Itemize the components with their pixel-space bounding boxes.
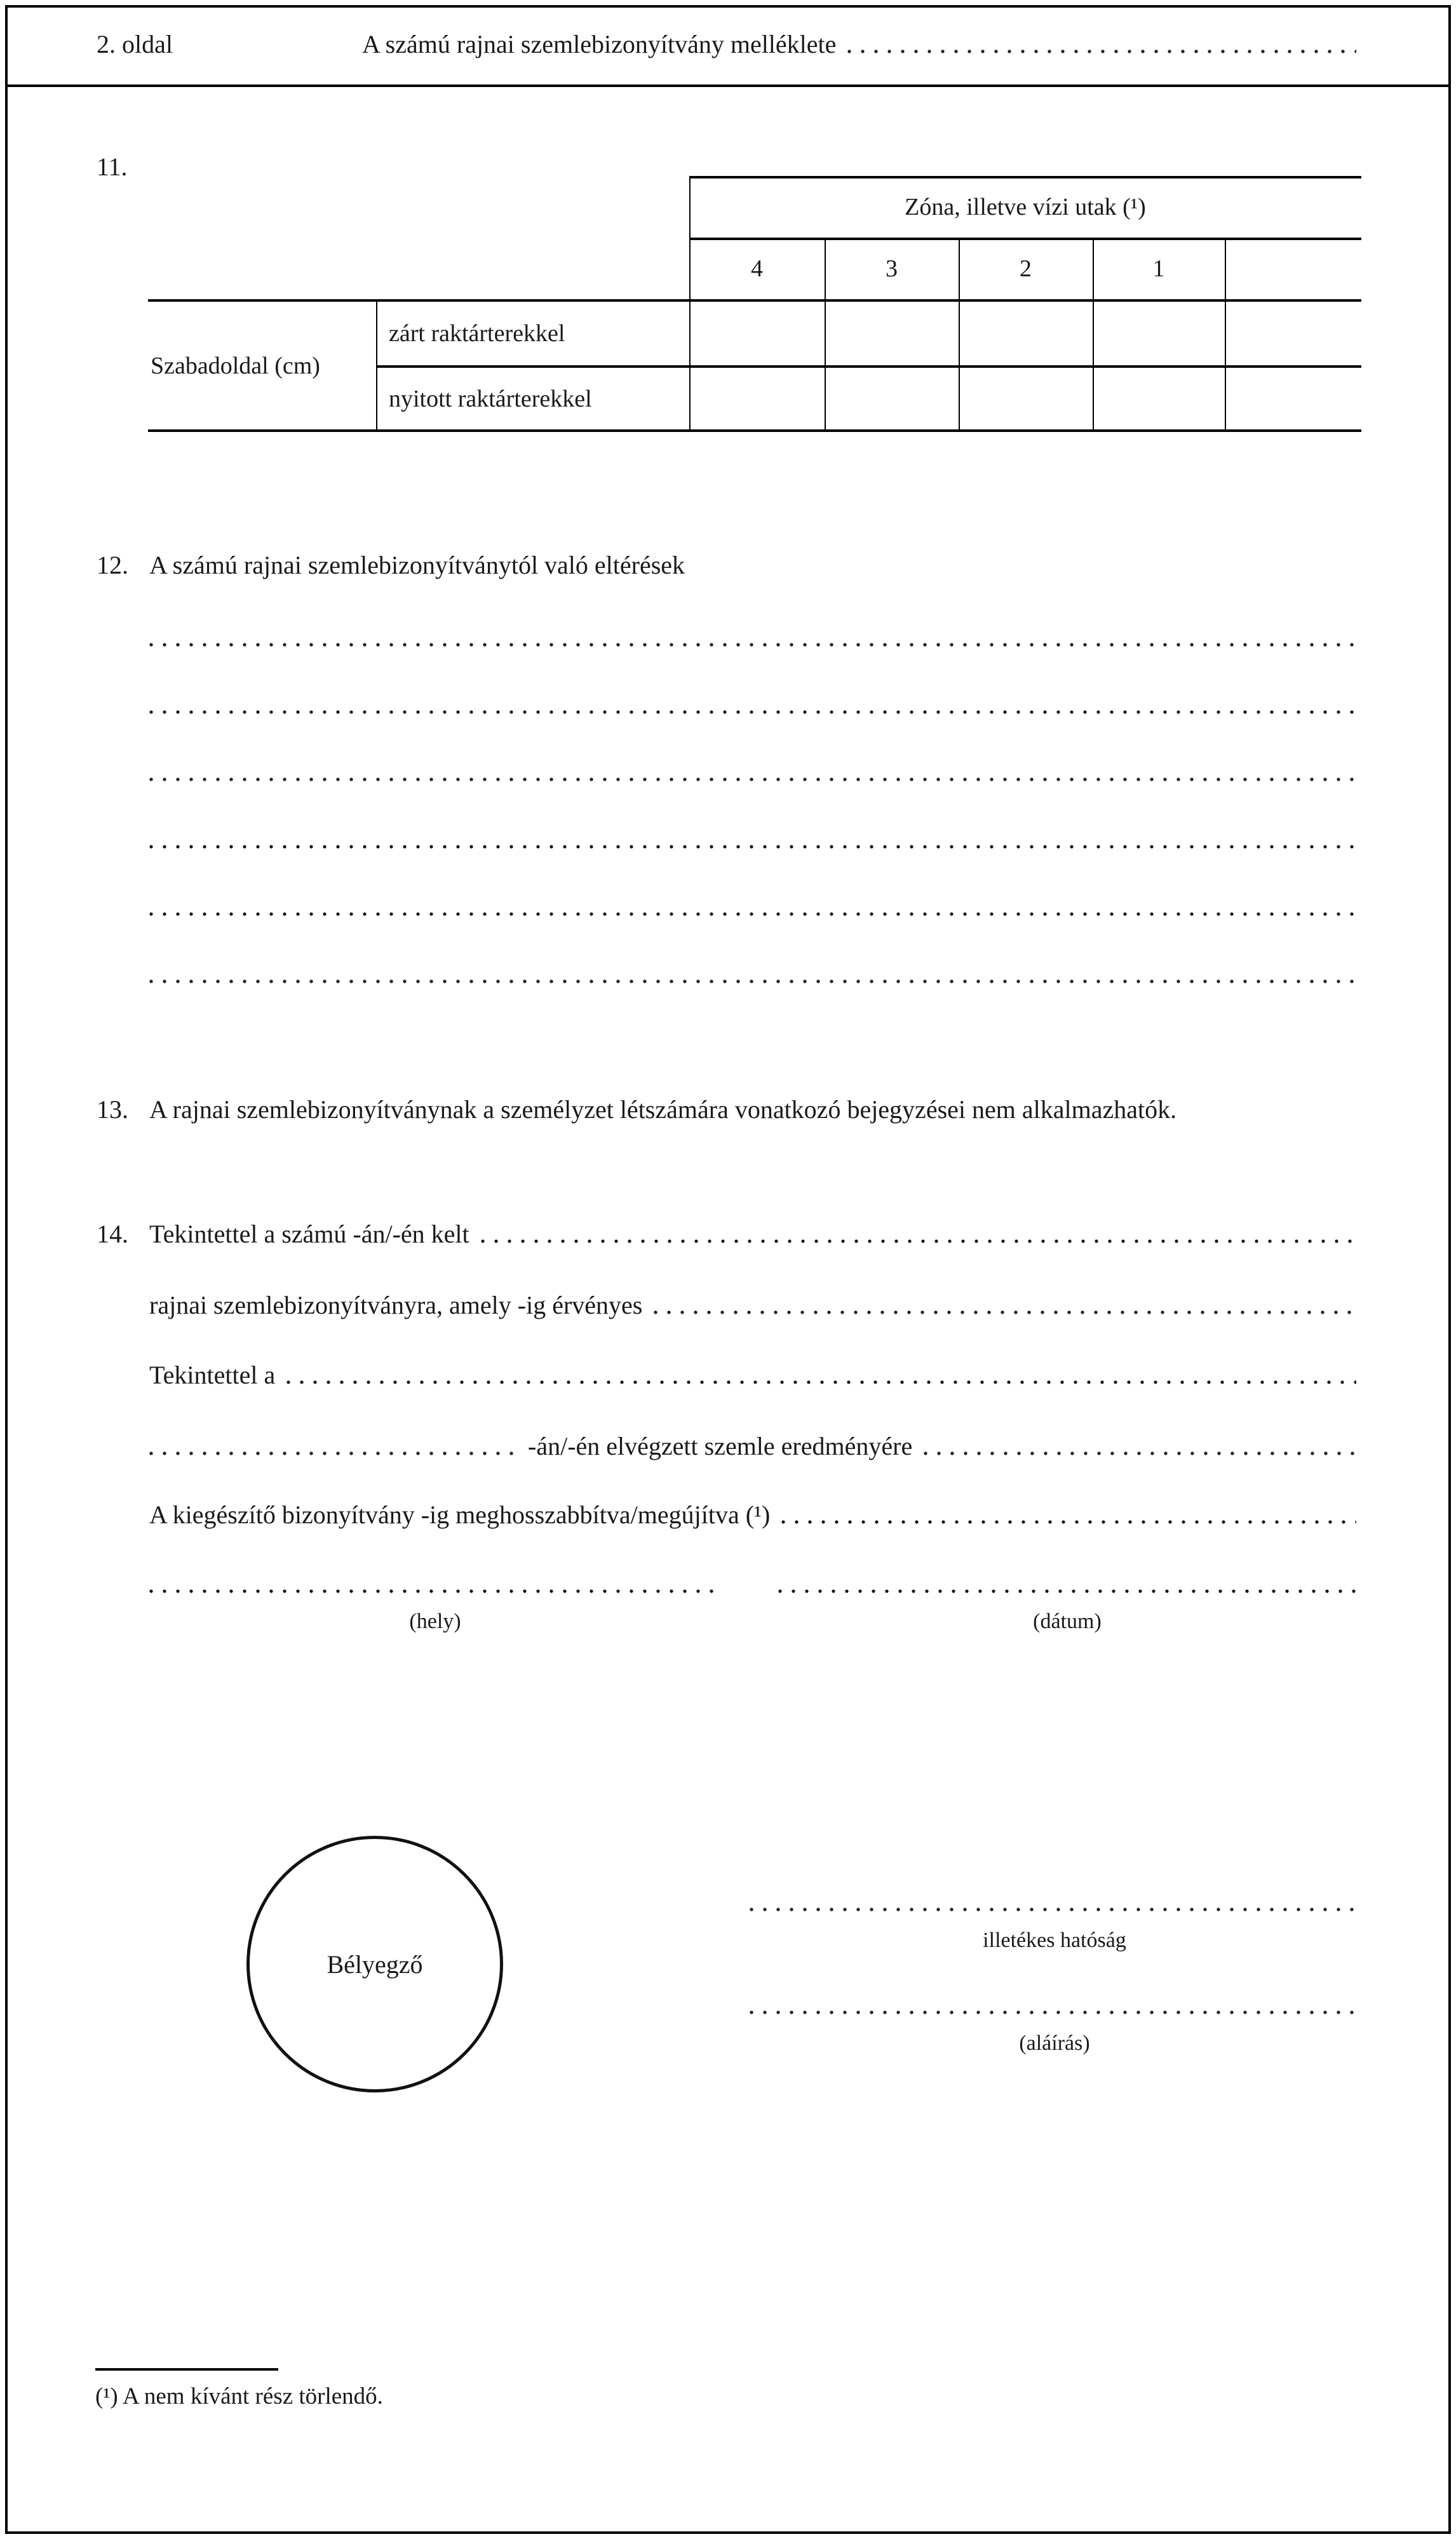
section14-line4-dots: [924, 1450, 1356, 1458]
blank-fill-line-5: [149, 910, 1356, 919]
header-title: A számú rajnai szemlebizonyítvány melléklete: [362, 30, 837, 58]
section14-line2: [149, 1290, 1356, 1321]
zone-col-3: 3: [886, 255, 898, 282]
page-number-label: 2. oldal: [97, 30, 173, 58]
zone-col-empty: [1225, 239, 1361, 298]
authority-fill-line: [750, 1906, 1359, 1914]
section11-number: 11.: [97, 152, 128, 181]
stamp-circle: [246, 1836, 503, 2092]
row-closed-holds: zárt raktárterekkel: [389, 320, 565, 347]
section14-line4: [149, 1431, 1356, 1462]
section14-line3-text: Tekintettel a: [149, 1361, 276, 1389]
zone-col-1: 1: [1152, 255, 1165, 282]
place-label: (hely): [409, 1610, 461, 1633]
date-label: (dátum): [1033, 1610, 1102, 1633]
zone-col-2: 2: [1020, 255, 1032, 282]
section14-line1-dots: [481, 1237, 1356, 1246]
section14-line1-text: Tekintettel a számú -án/-én kelt: [149, 1220, 469, 1248]
section14-line4-lead-dots: [149, 1450, 516, 1458]
header-fill-dots: [847, 48, 1356, 56]
freeboard-row-group-label: Szabadoldal (cm): [151, 352, 320, 379]
section14-line2-dots: [654, 1309, 1356, 1317]
section14-line2-text: rajnai szemlebizonyítványra, amely -ig érvényes: [149, 1291, 643, 1319]
row-open-holds: nyitott raktárterekkel: [389, 385, 592, 412]
section13-text: A rajnai szemlebizonyítványnak a személyzet létszámára vonatkozó bejegyzései nem alkalmazhatók.: [149, 1095, 1177, 1124]
table-rule-rowlabel-divider: [376, 299, 377, 432]
blank-fill-line-6: [149, 978, 1356, 986]
section14-line3: [149, 1359, 1356, 1391]
freeboard-zone-table: [148, 176, 1361, 433]
footnote-rule: [95, 2368, 278, 2371]
authority-label: illetékes hatóság: [983, 1929, 1126, 1952]
section14-line5-text: A kiegészítő bizonyítvány -ig meghosszabbítva/megújítva (¹): [149, 1500, 771, 1529]
stamp-label: Bélyegző: [327, 1950, 423, 1979]
zone-header-cell: Zóna, illetve vízi utak (¹): [905, 194, 1146, 220]
place-fill-line: [149, 1587, 721, 1596]
header-title-line: [362, 29, 1356, 60]
blank-fill-line-1: [149, 641, 1356, 649]
section12-title: A számú rajnai szemlebizonyítványtól való eltérések: [149, 551, 685, 579]
signature-fill-line: [750, 2009, 1359, 2017]
table-rule-bottom: [148, 429, 1361, 432]
date-fill-line: [778, 1587, 1356, 1596]
blank-fill-line-4: [149, 843, 1356, 851]
section14-line1: [149, 1218, 1356, 1250]
section13-number: 13.: [97, 1095, 128, 1124]
section14-number: 14.: [97, 1220, 128, 1248]
blank-fill-line-2: [149, 708, 1356, 717]
header-separator-line: [8, 84, 1448, 87]
blank-fill-line-3: [149, 776, 1356, 784]
section14-line4-text: -án/-én elvégzett szemle eredményére: [528, 1432, 913, 1460]
section14-line5-dots: [781, 1518, 1356, 1526]
footnote-text: (¹) A nem kívánt rész törlendő.: [95, 2383, 383, 2409]
section12-number: 12.: [97, 551, 128, 579]
signature-label: (aláírás): [1019, 2031, 1090, 2055]
zone-col-4: 4: [751, 255, 763, 282]
section14-line3-dots: [286, 1378, 1356, 1387]
section14-line5: [149, 1499, 1356, 1531]
